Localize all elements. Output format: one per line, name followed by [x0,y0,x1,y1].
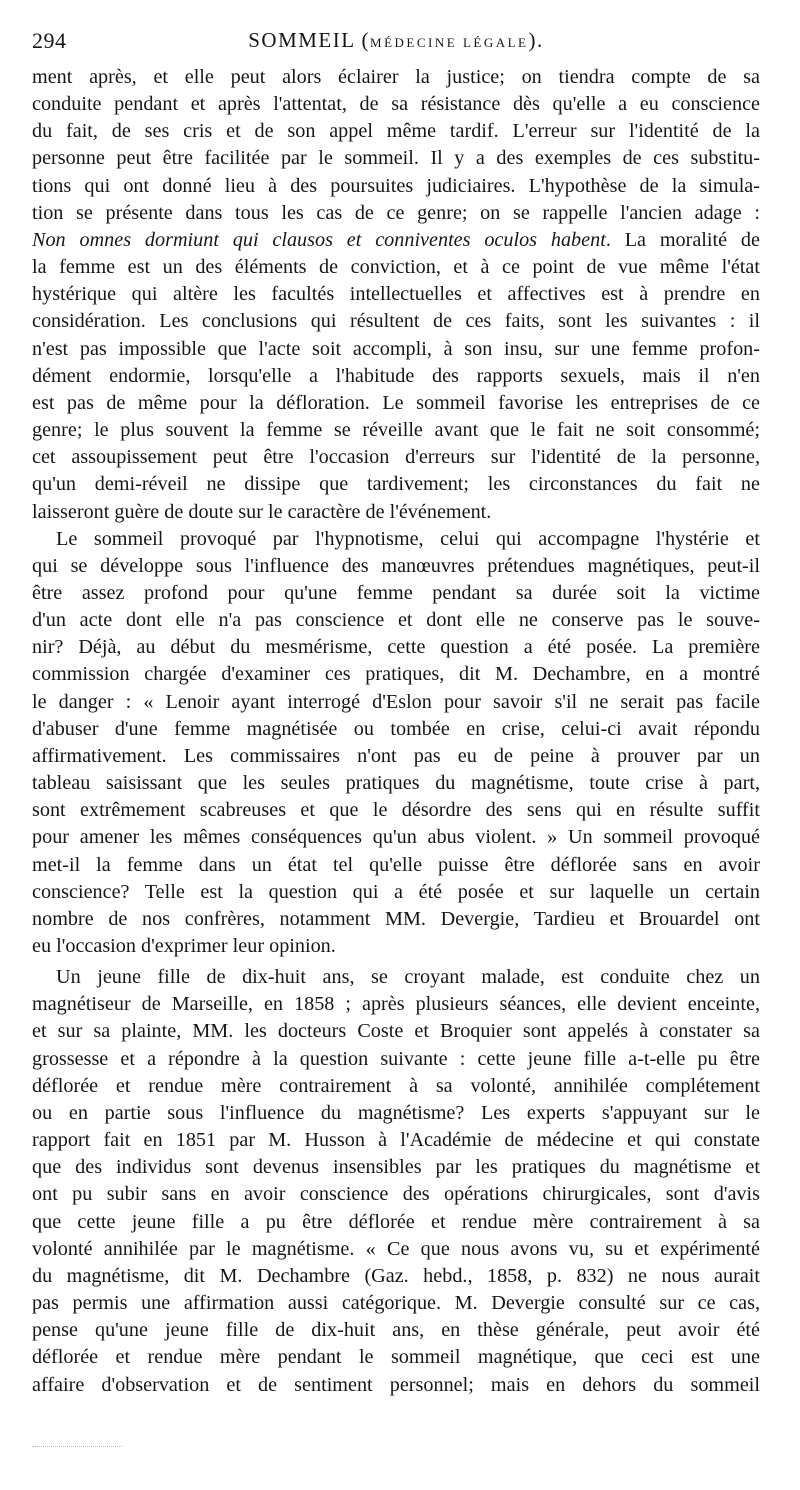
text-line: nombre de nos confrères, notamment MM. Devergie, Tardieu et Brouardel ont [32,907,760,930]
text-line: met-il la femme dans un état tel qu'elle puisse être déflorée sans en avoir [32,853,760,876]
text-line: Non omnes dormiunt qui clausos et conniventes oculos habent. La moralité de [32,228,760,251]
text-line: du fait, de ses cris et de son appel même tardif. L'erreur sur l'identité de la [32,120,760,143]
running-head [32,28,760,53]
text-line: d'un acte dont elle n'a pas conscience et dont elle ne conserve pas le souve- [32,609,760,632]
text-line: est pas de même pour la défloration. Le sommeil favorise les entreprises de ce [32,391,760,414]
text-line: du magnétisme, dit M. Dechambre (Gaz. hebd., 1858, p. 832) ne nous aurait [32,1264,760,1287]
text-line: laisseront guère de doute sur le caractère de l'événement. [32,500,492,523]
text-line: commission chargée d'examiner ces pratiques, dit M. Dechambre, en a montré [32,663,760,686]
text-line: Un jeune fille de dix-huit ans, se croyant malade, est conduite chez un [56,966,760,989]
text-line: magnétiseur de Marseille, en 1858 ; après plusieurs séances, elle devient enceinte, [32,993,760,1016]
text-line: être assez profond pour qu'une femme pendant sa durée soit la victime [32,581,760,604]
page-header [32,28,760,58]
running-head-close: ). [528,28,544,52]
text-line: dément endormie, lorsqu'elle a l'habitude des rapports sexuels, mais il n'en [32,364,760,387]
text-line: que des individus sont devenus insensibles par les pratiques du magnétisme et [32,1156,760,1179]
text-line: affirmativement. Les commissaires n'ont pas eu de peine à prouver par un [32,744,760,767]
text-line: eu l'occasion d'exprimer leur opinion. [32,935,336,957]
text-line: n'est pas impossible que l'acte soit accompli, à son insu, sur une femme profon- [32,337,760,360]
text-line: Le sommeil provoqué par l'hypnotisme, celui qui accompagne l'hystérie et [56,527,760,550]
text-line: grossesse et a répondre à la question suivante : cette jeune fille a-t-elle pu être [32,1047,760,1070]
text-line: nir? Déjà, au début du mesmérisme, cette question a été posée. La première [32,636,760,659]
text-line: que cette jeune fille a pu être déflorée et rendue mère contrairement à sa [32,1210,760,1233]
text-line: conscience? Telle est la question qui a été posée et sur laquelle un certain [32,880,760,903]
print-smudge [32,1446,122,1449]
page-number: 294 [32,28,67,53]
text-line: tion se présente dans tous les cas de ce genre; on se rappelle l'ancien adage : [32,201,760,224]
italic-phrase: Non omnes dormiunt qui clausos et conniventes oculos habent [32,228,606,251]
text-line: cet assoupissement peut être l'occasion d'erreurs sur l'identité de la personne, [32,446,760,469]
text-line: conduite pendant et après l'attentat, de sa résistance dès qu'elle a eu conscience [32,93,760,116]
text-line: pour amener les mêmes conséquences qu'un abus violent. » Un sommeil provoqué [32,826,760,849]
text-line: qui se développe sous l'influence des manœuvres prétendues magnétiques, peut-il [32,554,760,577]
text-line: genre; le plus souvent la femme se réveille avant que le fait ne soit consommé; [32,419,760,442]
text-line: volonté annihilée par le magnétisme. « Ce que nous avons vu, su et expérimenté [32,1237,760,1260]
running-head-title: SOMMEIL ( [248,28,371,52]
text-line: tableau saisissant que les seules pratiques du magnétisme, toute crise à part, [32,772,760,795]
text-line: affaire d'observation et de sentiment personnel; mais en dehors du sommeil [32,1373,760,1396]
text-line: tions qui ont donné lieu à des poursuites judiciaires. L'hypothèse de la simula- [32,174,760,197]
body-text [32,64,760,1399]
text-line: qu'un demi-réveil ne dissipe que tardivement; les circonstances du fait ne [32,473,760,496]
text-line: considération. Les conclusions qui résultent de ces faits, sont les suivantes : il [32,310,760,333]
text-line: rapport fait en 1851 par M. Husson à l'Académie de médecine et qui constate [32,1129,760,1152]
text-line: hystérique qui altère les facultés intellectuelles et affectives est à prendre en [32,283,760,306]
text-line: ou en partie sous l'influence du magnétisme? Les experts s'appuyant sur le [32,1101,760,1124]
text-line: pense qu'une jeune fille de dix-huit ans, en thèse générale, peut avoir été [32,1319,760,1342]
text-line: déflorée et rendue mère pendant le sommeil magnétique, que ceci est une [32,1346,760,1369]
text-line: et sur sa plainte, MM. les docteurs Coste et Broquier sont appelés à constater sa [32,1020,760,1043]
text-line: le danger : « Lenoir ayant interrogé d'Eslon pour savoir s'il ne serait pas facile [32,690,760,713]
text-line: d'abuser d'une femme magnétisée ou tombée en crise, celui-ci avait répondu [32,717,760,740]
text-line: pas permis une affirmation aussi catégorique. M. Devergie consulté sur ce cas, [32,1292,760,1315]
text-line: sont extrêmement scabreuses et que le désordre des sens qui en résulte suffit [32,799,760,822]
text-line: la femme est un des éléments de conviction, et à ce point de vue même l'état [32,256,760,279]
text-line: personne peut être facilitée par le sommeil. Il y a des exemples de ces substitu- [32,147,760,170]
text-line: ont pu subir sans en avoir conscience des opérations chirurgicales, sont d'avis [32,1183,760,1206]
running-head-subtitle: MÉDECINE LÉGALE [370,35,529,50]
text-line: ment après, et elle peut alors éclairer la justice; on tiendra compte de sa [32,66,760,88]
text-line: déflorée et rendue mère contrairement à sa volonté, annihilée complétement [32,1074,760,1097]
